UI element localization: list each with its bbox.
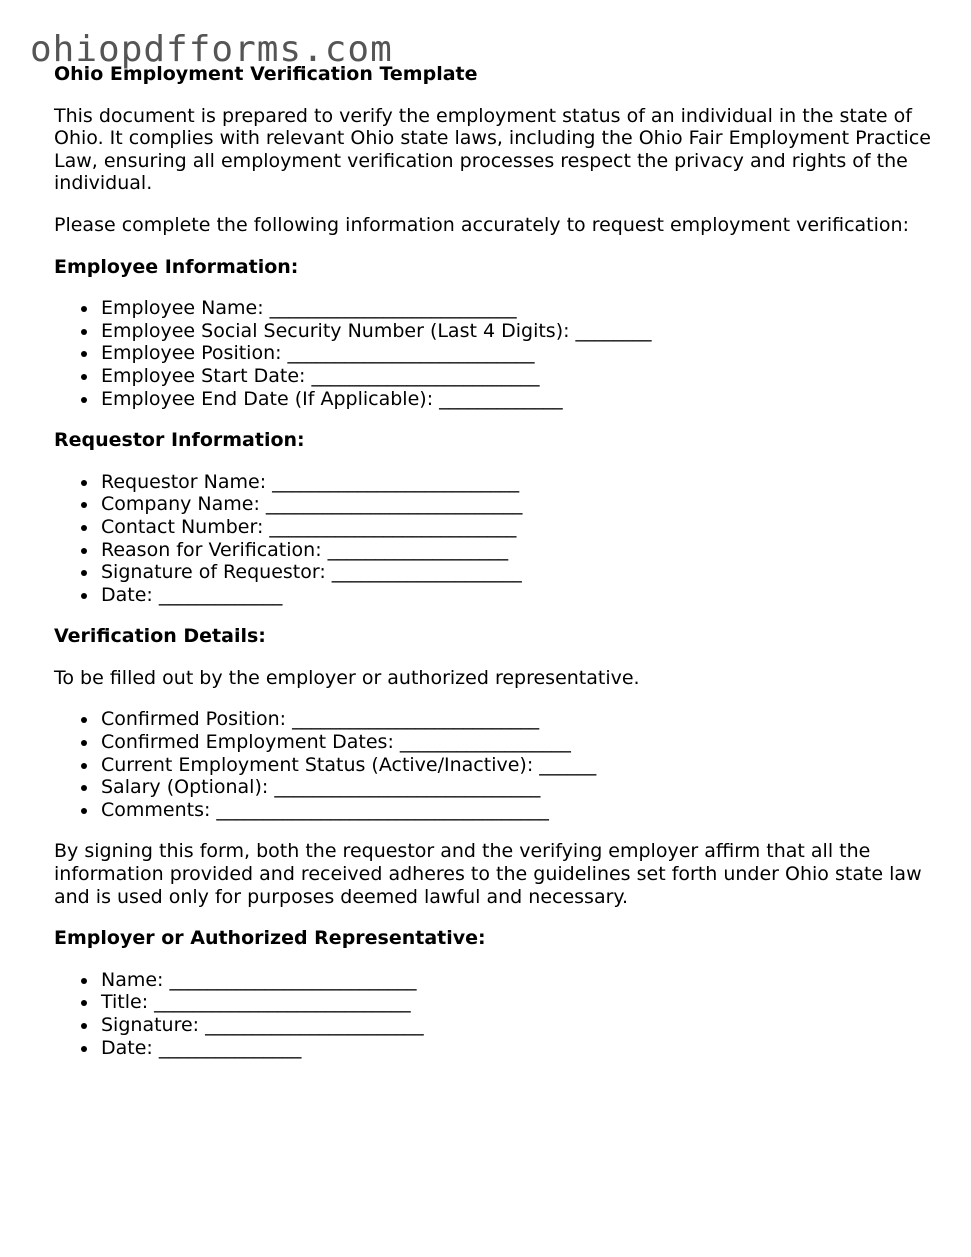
salary-field[interactable]: Salary (Optional): ____________________________ <box>101 776 934 799</box>
employee-info-list <box>54 297 934 410</box>
requestor-signature-field[interactable]: Signature of Requestor: ____________________ <box>101 561 934 584</box>
instruction-paragraph: Please complete the following information accurately to request employment verification: <box>54 213 909 236</box>
watermark: ohiopdfforms.com <box>30 29 393 70</box>
document-title: Ohio Employment Verification Template <box>54 63 478 85</box>
employer-title-field[interactable]: Title: ___________________________ <box>101 991 934 1014</box>
intro-paragraph: This document is prepared to verify the employment status of an individual in the state of Ohio. It complies with relevant Ohio state laws, including the Ohio Fair Employment Practice Law, ensuring all employment verification processes respect the privacy and rights of the individual. <box>54 104 931 195</box>
contact-number-field[interactable]: Contact Number: __________________________ <box>101 516 934 539</box>
requestor-info-list <box>54 471 934 607</box>
employer-list <box>54 969 934 1059</box>
verification-details-heading: Verification Details: <box>54 625 266 648</box>
employer-signature-field[interactable]: Signature: _______________________ <box>101 1014 934 1037</box>
employee-end-date-field[interactable]: Employee End Date (If Applicable): _____________ <box>101 388 934 411</box>
confirmed-position-field[interactable]: Confirmed Position: __________________________ <box>101 708 934 731</box>
confirmed-dates-field[interactable]: Confirmed Employment Dates: __________________ <box>101 731 934 754</box>
affirmation-paragraph: By signing this form, both the requestor and the verifying employer affirm that all the information provided and received adheres to the guidelines set forth under Ohio state law and is used only for purposes deemed lawful and necessary. <box>54 840 922 908</box>
employer-name-field[interactable]: Name: __________________________ <box>101 969 934 992</box>
verification-reason-field[interactable]: Reason for Verification: ___________________ <box>101 539 934 562</box>
employer-date-field[interactable]: Date: _______________ <box>101 1037 934 1060</box>
document-page <box>54 63 934 1059</box>
employee-position-field[interactable]: Employee Position: __________________________ <box>101 342 934 365</box>
employee-name-field[interactable]: Employee Name: __________________________ <box>101 297 934 320</box>
verification-note: To be filled out by the employer or authorized representative. <box>54 666 640 689</box>
requestor-info-heading: Requestor Information: <box>54 429 305 452</box>
employment-status-field[interactable]: Current Employment Status (Active/Inactive): ______ <box>101 754 934 777</box>
employer-heading: Employer or Authorized Representative: <box>54 927 486 950</box>
comments-field[interactable]: Comments: ___________________________________ <box>101 799 934 822</box>
employee-start-date-field[interactable]: Employee Start Date: ________________________ <box>101 365 934 388</box>
requestor-name-field[interactable]: Requestor Name: __________________________ <box>101 471 934 494</box>
company-name-field[interactable]: Company Name: ___________________________ <box>101 493 934 516</box>
employee-ssn-field[interactable]: Employee Social Security Number (Last 4 Digits): ________ <box>101 320 934 343</box>
requestor-date-field[interactable]: Date: _____________ <box>101 584 934 607</box>
employee-info-heading: Employee Information: <box>54 255 299 278</box>
verification-details-list <box>54 708 934 821</box>
